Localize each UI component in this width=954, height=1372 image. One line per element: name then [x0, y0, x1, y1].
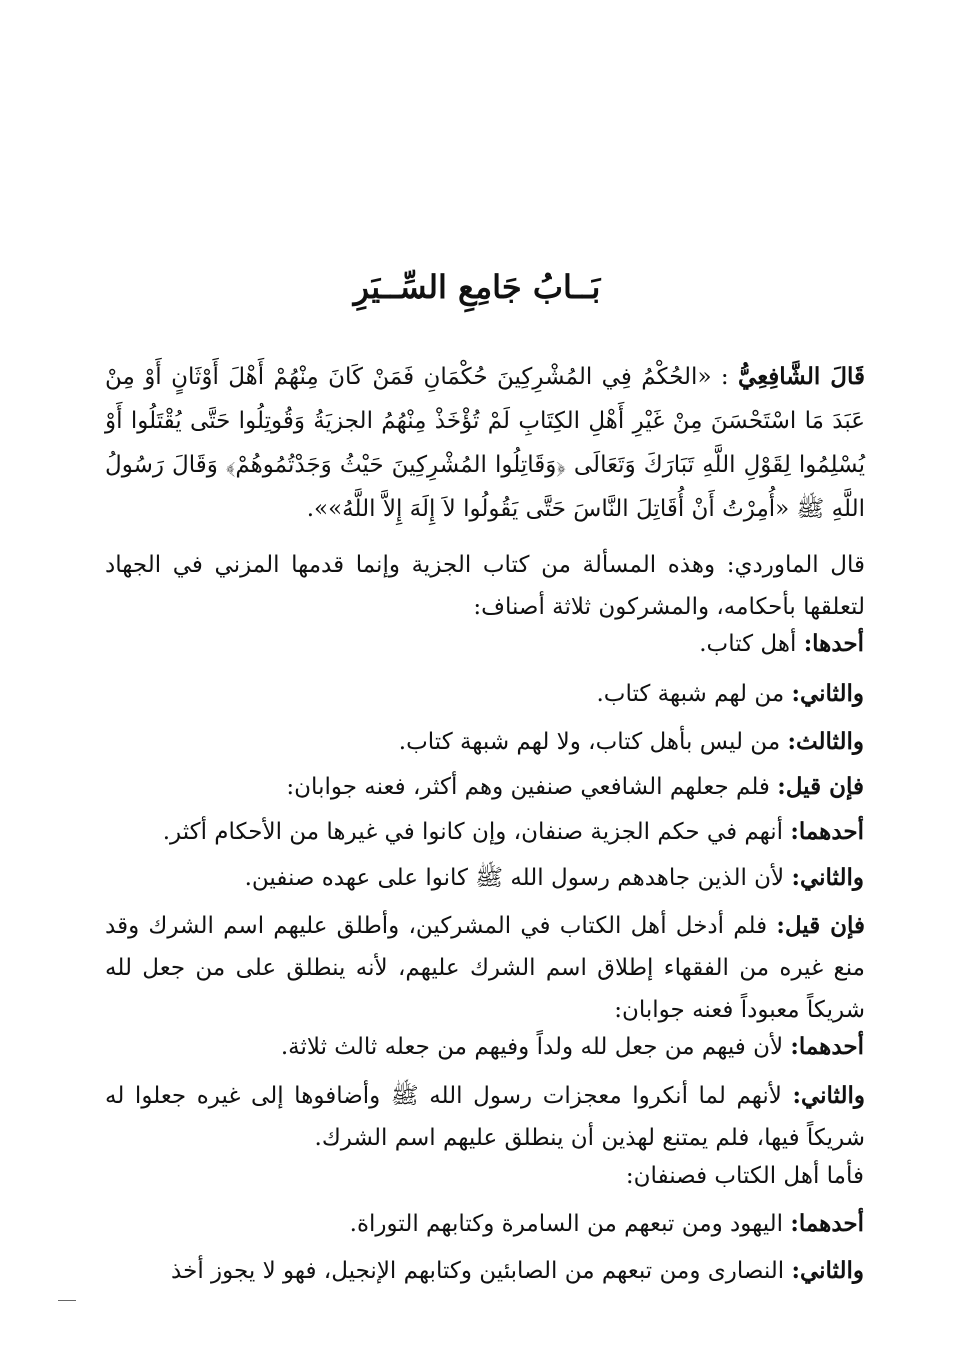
item-4: [105, 773, 864, 800]
item-text: النصارى ومن تبعهم من الصابئين وكتابهم الإنجيل، فهو لا يجوز أخذ: [171, 1258, 785, 1284]
second-paragraph: [105, 1075, 865, 1159]
item-label: والثالث:: [787, 728, 864, 755]
question-label: فإن قيل:: [776, 912, 865, 939]
mawardi-paragraph: قال الماوردي: وهذه المسألة من كتاب الجزية وإنما قدمها المزني في الجهاد لتعلقها بأحكامه، والمشركون ثلاثة أصناف:: [105, 552, 865, 620]
chapter-title: بَــابُ جَامِعِ السِّــيَرِ: [353, 268, 601, 306]
shafii-paragraph: [105, 355, 865, 531]
question-paragraph: [105, 905, 865, 1031]
shafii-label: قَالَ الشَّافِعِيُّ: [738, 363, 865, 390]
ahl-kitab-line: فأما أهل الكتاب فصنفان:: [625, 1163, 864, 1189]
item-label: فإن قيل:: [777, 773, 864, 800]
item-text: لأن فيهم من جعل لله ولداً وفيهم من جعله ثالث ثلاثة.: [280, 1034, 784, 1060]
item-6: [105, 863, 864, 897]
item-b: [105, 1210, 864, 1237]
item-2: [105, 680, 864, 707]
item-text: فلم جعلهم الشافعي صنفين وهم أكثر، فعنه جوابان:: [286, 774, 770, 800]
item-text: من ليس بأهل كتاب، ولا لهم شبهة كتاب.: [398, 729, 781, 755]
item-label: أحدهما:: [790, 1033, 864, 1060]
margin-mark: [58, 1300, 76, 1301]
item-label: والثاني:: [791, 680, 864, 707]
item-text: لأن الذين جاهدهم رسول الله ﷺ كانوا على عهده صنفين.: [244, 865, 785, 891]
second-text: لأنهم لما أنكروا معجزات رسول الله ﷺ وأضافوها إلى غيره جعلوا له شريكاً فيها، فلم يمتنع لهذين أن ينطلق عليهم اسم الشرك.: [105, 1083, 865, 1151]
item-text: أهل كتاب.: [699, 631, 797, 657]
item-label: أحدها:: [803, 630, 864, 657]
item-label: أحدهما:: [790, 1210, 864, 1237]
item-label: والثاني:: [791, 1257, 864, 1284]
item-label: أحدهما:: [790, 818, 864, 845]
item-text: أنهم في حكم الجزية صنفان، وإن كانوا في غيرها من الأحكام أكثر.: [162, 819, 784, 845]
item-a: [105, 1033, 864, 1060]
shafii-text: : «الحُكْمُ فِي المُشْرِكِينَ حُكْمَانِ فَمَنْ كَانَ مِنْهُمْ أَهْلَ أَوْثَانٍ أَوْ مِنْ عَبَدَ مَا اسْتَحْسَنَ مِنْ غَيْرِ أَهْلِ الكِتَابِ لَمْ تُؤْخَذْ مِنْهُمُ الجزيَةُ وَقُوتِلُوا حَتَّى يُقْتَلُوا أَوْ يُسْلِمُوا لِقَوْلِ اللَّهِ تَبَارَكَ وَتَعَالَى ﴿وَقَاتِلُوا المُشْرِكِينَ حَيْثُ وَجَدْتُمُوهُمْ﴾ وَقَالَ رَسُولُ اللَّهِ ﷺ «أُمِرْتُ أَنْ أُقَاتِلَ النَّاسَ حَتَّى يَقُولُوا لاَ إِلَهَ إِلاَّ اللَّهُ»».: [105, 364, 865, 522]
item-3: [105, 728, 864, 755]
item-5: [105, 818, 864, 845]
item-text: اليهود ومن تبعهم من السامرة وكتابهم التوراة.: [349, 1211, 784, 1237]
item-label: والثاني:: [791, 864, 864, 891]
second-label: والثاني:: [792, 1082, 865, 1109]
question-text: فلم أدخل أهل الكتاب في المشركين، وأطلق عليهم اسم الشرك وقد منع غيره من الفقهاء إطلاق اسم الشرك عليهم، لأنه ينطلق على من جعل لله شريكاً معبوداً فعنه جوابان:: [105, 913, 865, 1023]
item-text: من لهم شبهة كتاب.: [596, 681, 785, 707]
item-c: [105, 1257, 864, 1284]
item-1: [105, 630, 864, 657]
